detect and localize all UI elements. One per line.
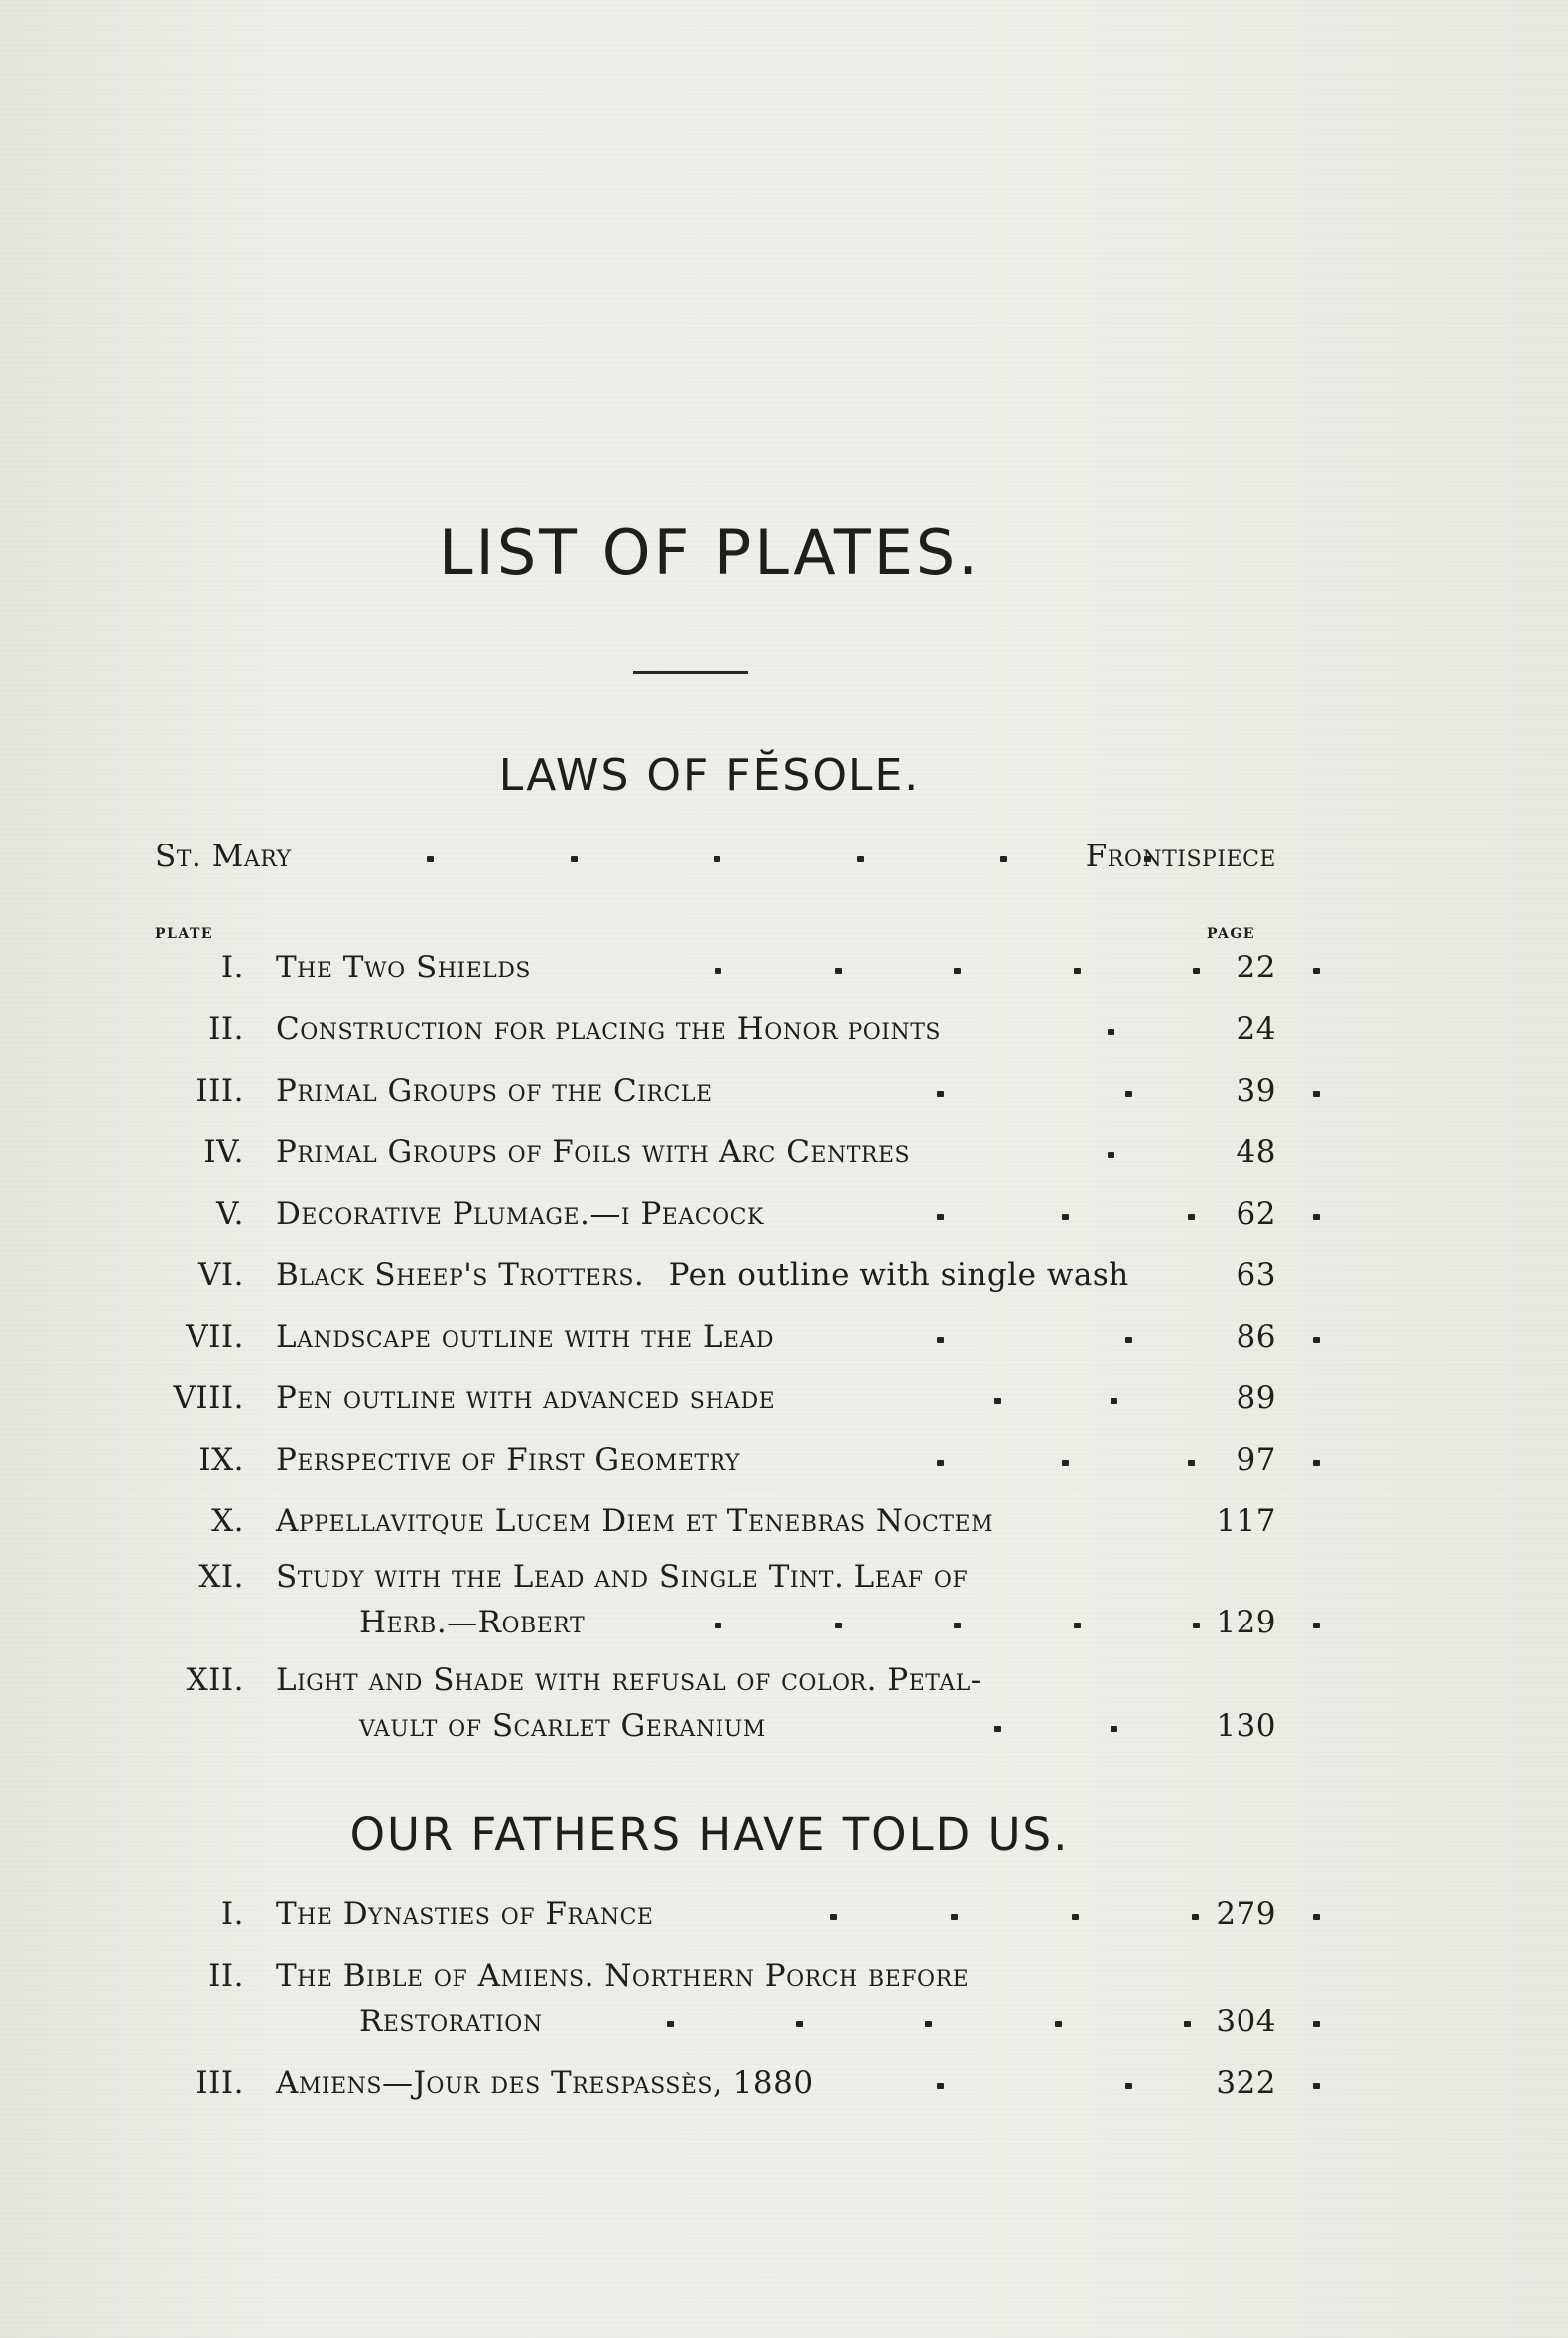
plate-title-group xyxy=(276,1252,1129,1298)
plate-entry xyxy=(149,1129,1276,1175)
page-number: 97 xyxy=(1236,1442,1276,1478)
plate-entry xyxy=(149,945,1276,990)
page-number: 129 xyxy=(1216,1605,1276,1640)
plate-number: VI. xyxy=(198,1257,244,1293)
page-number: 22 xyxy=(1236,950,1276,985)
plate-entry xyxy=(149,1437,1276,1483)
dot-leader xyxy=(1108,1135,1117,1175)
page-number: 63 xyxy=(1236,1257,1276,1293)
plate-number: III. xyxy=(196,2065,244,2101)
plate-entry xyxy=(149,1006,1276,1052)
plate-entry xyxy=(149,1657,1276,1703)
page-title: LIST OF PLATES. xyxy=(439,516,980,588)
page-number: 117 xyxy=(1216,1503,1276,1539)
page-number: 89 xyxy=(1236,1380,1276,1416)
plate-column-header: plate xyxy=(155,919,214,943)
plate-title: Study with the Lead and Single Tint. Leaf of xyxy=(276,1559,969,1595)
page-number: 24 xyxy=(1236,1011,1276,1047)
plate-title: Primal Groups of the Circle xyxy=(276,1073,713,1108)
plate-title-suffix: Pen outline with single wash xyxy=(668,1257,1129,1293)
dot-leader xyxy=(994,1381,1117,1421)
plate-title: Decorative Plumage.—i Peacock xyxy=(276,1196,764,1232)
page-number: 62 xyxy=(1236,1196,1276,1232)
plate-entry-continuation xyxy=(149,1600,1276,1645)
plate-entry xyxy=(149,1252,1276,1298)
plate-entry xyxy=(149,1891,1276,1937)
plate-number: IX. xyxy=(198,1442,244,1478)
plate-title: Primal Groups of Foils with Arc Centres xyxy=(276,1134,911,1170)
page-number: 86 xyxy=(1236,1319,1276,1355)
plate-title: The Dynasties of France xyxy=(276,1896,654,1932)
plate-number: II. xyxy=(208,1011,244,1047)
plate-title: Black Sheep's Trotters. xyxy=(276,1257,645,1293)
plate-entry xyxy=(149,1375,1276,1421)
plate-number: II. xyxy=(208,1958,244,1994)
frontispiece-row xyxy=(149,834,1276,879)
plate-entry-continuation xyxy=(149,1999,1276,2044)
plate-number: I. xyxy=(220,1896,244,1932)
plate-title: Perspective of First Geometry xyxy=(276,1442,740,1478)
plate-number: IV. xyxy=(203,1134,244,1170)
plate-title: Amiens—Jour des Trespassès, 1880 xyxy=(276,2065,814,2101)
frontispiece-page: Frontispiece xyxy=(1085,839,1276,874)
plate-entry xyxy=(149,1068,1276,1113)
plate-title: The Two Shields xyxy=(276,950,531,985)
page-number: 304 xyxy=(1216,2004,1276,2039)
plate-title: Light and Shade with refusal of color. Petal- xyxy=(276,1662,981,1698)
plate-entry xyxy=(149,1498,1276,1544)
page-number: 279 xyxy=(1216,1896,1276,1932)
plate-number: I. xyxy=(220,950,244,985)
plate-title: Pen outline with advanced shade xyxy=(276,1380,776,1416)
plate-entry xyxy=(149,1314,1276,1360)
plate-title-continued: Restoration xyxy=(359,2004,543,2039)
section-title-our-fathers: OUR FATHERS HAVE TOLD US. xyxy=(349,1808,1070,1861)
plate-title: Construction for placing the Honor points xyxy=(276,1011,941,1047)
plate-title-continued: Herb.—Robert xyxy=(359,1605,586,1640)
dot-leader xyxy=(994,1709,1117,1749)
page-number: 39 xyxy=(1236,1073,1276,1108)
title-rule xyxy=(633,671,748,674)
plate-entry xyxy=(149,1554,1276,1600)
page-number: 48 xyxy=(1236,1134,1276,1170)
plate-title: Landscape outline with the Lead xyxy=(276,1319,775,1355)
page-number: 322 xyxy=(1216,2065,1276,2101)
frontispiece-title: St. Mary xyxy=(155,839,292,874)
plate-number: X. xyxy=(211,1503,244,1539)
plate-entry-continuation xyxy=(149,1703,1276,1749)
dot-leader xyxy=(1108,1012,1117,1052)
plate-number: XI. xyxy=(198,1559,244,1595)
plate-number: V. xyxy=(216,1196,244,1232)
plate-entry xyxy=(149,1953,1276,1999)
section-title-laws-of-fesole: LAWS OF FĔSOLE. xyxy=(498,750,921,801)
plate-number: III. xyxy=(196,1073,244,1108)
plate-number: VII. xyxy=(186,1319,244,1355)
plate-entry xyxy=(149,2060,1276,2106)
plate-title-continued: vault of Scarlet Geranium xyxy=(359,1708,766,1744)
page-column-header: page xyxy=(1207,919,1255,943)
plate-title: The Bible of Amiens. Northern Porch before xyxy=(276,1958,970,1994)
plate-entry xyxy=(149,1191,1276,1236)
plate-title: Appellavitque Lucem Diem et Tenebras Noctem xyxy=(276,1503,994,1539)
plate-number: XII. xyxy=(186,1662,244,1698)
plate-number: VIII. xyxy=(173,1380,244,1416)
page-number: 130 xyxy=(1216,1708,1276,1744)
